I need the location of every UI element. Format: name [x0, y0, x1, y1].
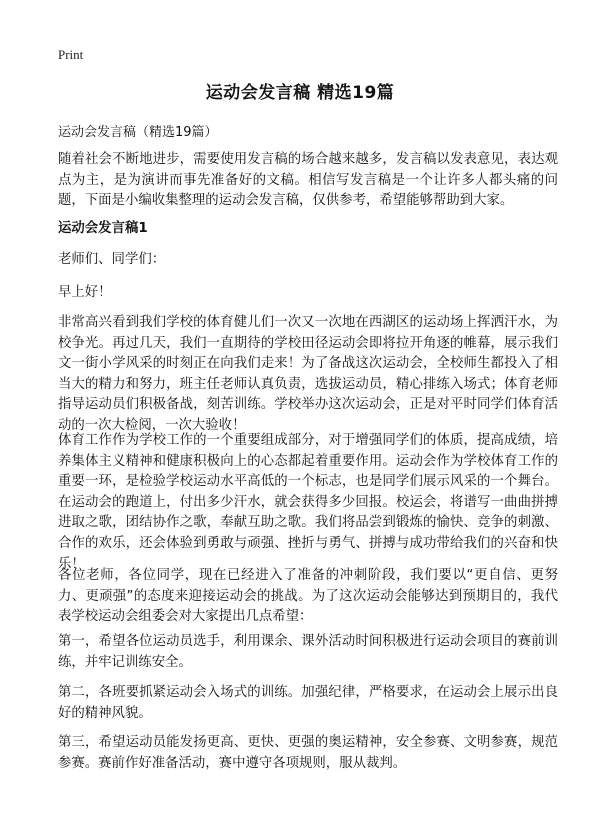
- body-paragraph-2: 体育工作作为学校工作的一个重要组成部分，对于增强同学们的体质，提高成绩，培养集体主义精神和健康积极向上的心态都起着重要作用。运动会作为学校体育工作的重要一环，是检验学校运动水平高低的一个标志，也是同学们展示风采的一个舞台。在运动会的跑道上，付出多少汗水，就会获得多少回报。校运会，将谱写一曲曲拼搏进取之歌，团结协作之歌，奉献互助之歌。我们将品尝到锻炼的愉快、竞争的刺激、合作的欢乐，还会体验到勇敢与顽强、挫折与勇气、拼搏与成功带给我们的兴奋和快乐！: [58, 433, 558, 572]
- intro-paragraph: 随着社会不断地进步，需要使用发言稿的场合越来越多，发言稿以发表意见，表达观点为主，是为演讲而事先准备好的文稿。相信写发言稿是一个让许多人都头痛的问题，下面是小编收集整理的运动会发言稿，仅供参考，希望能够帮助到大家。: [58, 152, 558, 209]
- document-subtitle: 运动会发言稿（精选19篇）: [58, 125, 218, 140]
- page-title: 运动会发言稿 精选19篇: [205, 83, 395, 103]
- print-link[interactable]: Print: [58, 47, 84, 62]
- body-paragraph-6: 第三，希望运动员能发扬更高、更快、更强的奥运精神，安全参赛、文明参赛，规范参赛。赛前作好准备活动，赛中遵守各项规则，服从裁判。: [58, 735, 558, 771]
- body-paragraph-5: 第二，各班要抓紧运动会入场式的训练。加强纪律，严格要求，在运动会上展示出良好的精神风貌。: [58, 685, 558, 721]
- body-paragraph-4: 第一，希望各位运动员选手，利用课余、课外活动时间积极进行运动会项目的赛前训练，并牢记训练安全。: [58, 634, 558, 670]
- greeting-line: 老师们、同学们：: [58, 252, 166, 267]
- body-paragraph-3: 各位老师，各位同学，现在已经进入了准备的冲刺阶段，我们要以“更自信、更努力、更顽强”的态度来迎接运动会的挑战。为了这次运动会能够达到预期目的，我代表学校运动会组委会对大家提出几点希望：: [58, 568, 558, 625]
- body-paragraph-1: 非常高兴看到我们学校的体育健儿们一次又一次地在西湖区的运动场上挥洒汗水，为校争光。再过几天，我们一直期待的学校田径运动会即将拉开角逐的帷幕，展示我们文一街小学风采的时刻正在向我们走来！为了备战这次运动会，全校师生都投入了相当大的精力和努力，班主任老师认真负责，选拔运动员，精心排练入场式；体育老师指导运动员们积极备战，刻苦训练。学校举办这次运动会，正是对平时同学们体育活动的一次大检阅，一次大验收！: [58, 315, 558, 433]
- section-heading: 运动会发言稿1: [58, 221, 148, 236]
- morning-line: 早上好！: [58, 285, 112, 300]
